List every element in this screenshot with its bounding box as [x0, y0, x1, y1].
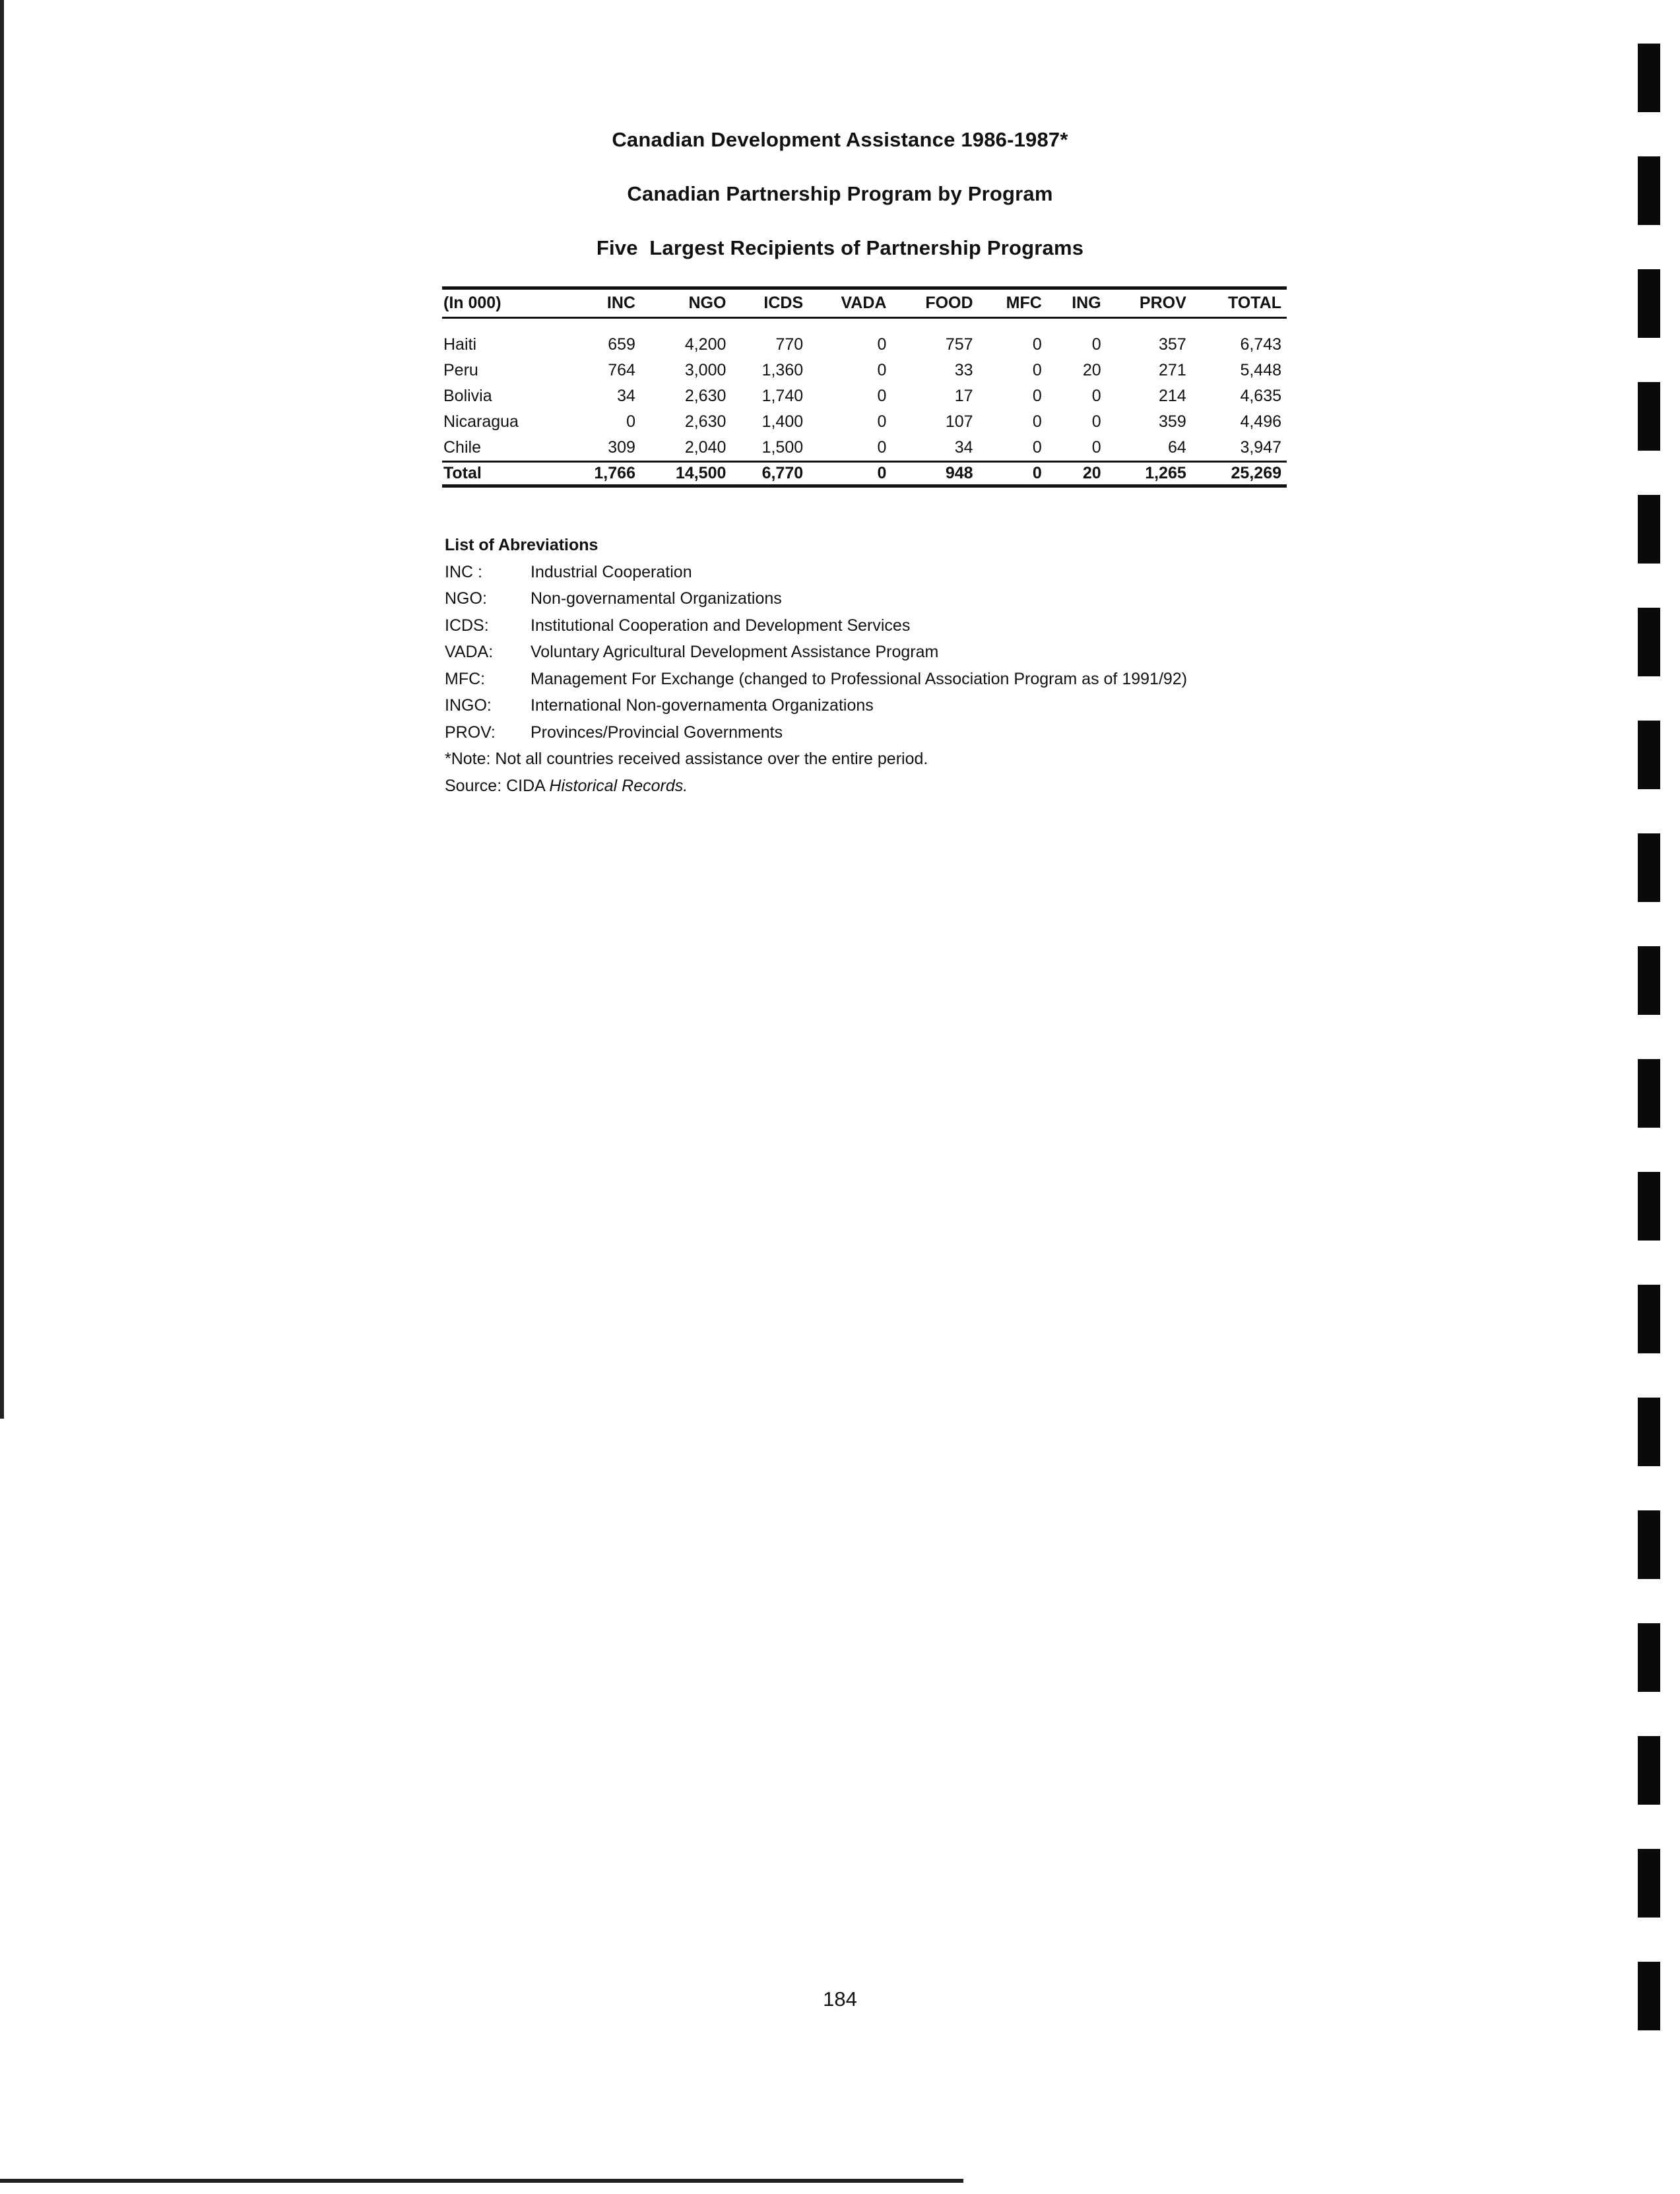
footnote: *Note: Not all countries received assistance over the entire period.: [445, 750, 928, 768]
abbreviation-meaning: Provinces/Provincial Governments: [531, 723, 783, 742]
header-cell: ING: [1047, 288, 1107, 318]
value-cell: 0: [1032, 361, 1042, 379]
value-cell: 2,630: [684, 412, 727, 431]
country-cell: Peru: [443, 361, 478, 379]
header-cell: VADA: [808, 288, 891, 318]
abbreviation-code: PROV:: [445, 723, 496, 742]
value-cell: 0: [1032, 387, 1042, 405]
total-value: 1,265: [1107, 462, 1192, 486]
page-number: 184: [823, 1987, 857, 2011]
value-cell: 0: [1091, 335, 1101, 354]
total-value: 0: [808, 462, 891, 486]
header-cell: MFC: [979, 288, 1047, 318]
value-cell: 0: [877, 438, 887, 457]
value-cell: 17: [954, 387, 973, 405]
abbreviations-list: [445, 532, 1187, 799]
total-value: 20: [1047, 462, 1107, 486]
total-value: 6,770: [731, 462, 808, 486]
abbreviation-row: [445, 692, 1187, 719]
binder-hole-mark: [1638, 1285, 1660, 1353]
binder-hole-mark: [1638, 1849, 1660, 1918]
binder-hole-mark: [1638, 1623, 1660, 1692]
abbreviation-row: [445, 612, 1187, 639]
abbreviations-heading: List of Abreviations: [445, 536, 598, 554]
abbreviation-row: [445, 719, 1187, 746]
abbreviation-items: [445, 559, 1187, 746]
value-cell: 2,630: [684, 387, 727, 405]
page-edge-bottom: [0, 2179, 963, 2183]
value-cell: 359: [1159, 412, 1186, 431]
document-subtitle: Canadian Partnership Program by Program: [627, 182, 1053, 205]
abbreviation-meaning: Non-governamental Organizations: [531, 589, 782, 608]
value-cell: 659: [608, 335, 635, 354]
abbreviation-row: [445, 639, 1187, 666]
value-cell: 0: [1091, 438, 1101, 457]
country-cell: Chile: [443, 438, 481, 457]
value-cell: 34: [617, 387, 635, 405]
recipients-table: [442, 286, 1287, 488]
value-cell: 757: [945, 335, 973, 354]
abbreviation-meaning: Institutional Cooperation and Development Services: [531, 616, 911, 635]
country-cell: Haiti: [443, 335, 477, 354]
value-cell: 0: [1032, 438, 1042, 457]
table-title: Five Largest Recipients of Partnership Programs: [596, 236, 1084, 259]
spacer-row: [442, 318, 1287, 333]
header-cell: PROV: [1107, 288, 1192, 318]
binder-hole-mark: [1638, 1398, 1660, 1466]
binder-hole-mark: [1638, 382, 1660, 451]
value-cell: 0: [1032, 412, 1042, 431]
country-cell: Nicaragua: [443, 412, 519, 431]
value-cell: 1,500: [761, 438, 804, 457]
binder-hole-mark: [1638, 1736, 1660, 1805]
value-cell: 271: [1159, 361, 1186, 379]
value-cell: 4,635: [1240, 387, 1281, 405]
value-cell: 0: [1032, 335, 1042, 354]
binder-hole-mark: [1638, 495, 1660, 564]
value-cell: 1,360: [761, 361, 804, 379]
value-cell: 3,000: [684, 361, 727, 379]
table-header-row: [442, 288, 1287, 318]
total-value: 14,500: [641, 462, 731, 486]
value-cell: 4,200: [684, 335, 727, 354]
abbreviation-meaning: Voluntary Agricultural Development Assistance Program: [531, 643, 939, 661]
country-cell: Bolivia: [443, 387, 492, 405]
value-cell: 64: [1167, 438, 1186, 457]
binder-hole-mark: [1638, 946, 1660, 1015]
value-cell: 1,400: [761, 412, 804, 431]
total-value: 948: [891, 462, 978, 486]
abbreviation-meaning: International Non-governamenta Organizations: [531, 696, 874, 715]
value-cell: 20: [1082, 361, 1101, 379]
value-cell: 0: [877, 387, 887, 405]
abbreviation-code: NGO:: [445, 589, 487, 608]
value-cell: 2,040: [684, 438, 727, 457]
binder-hole-mark: [1638, 1510, 1660, 1579]
value-cell: 5,448: [1240, 361, 1281, 379]
abbreviation-code: ICDS:: [445, 616, 489, 635]
total-value: 1,766: [564, 462, 641, 486]
value-cell: 0: [877, 335, 887, 354]
binder-hole-mark: [1638, 833, 1660, 902]
value-cell: 357: [1159, 335, 1186, 354]
table-row: [442, 409, 1287, 435]
binder-hole-mark: [1638, 608, 1660, 676]
total-row: [442, 462, 1287, 486]
table-row: [442, 383, 1287, 409]
binder-hole-mark: [1638, 1172, 1660, 1241]
value-cell: 764: [608, 361, 635, 379]
binder-hole-mark: [1638, 721, 1660, 789]
total-value: 0: [979, 462, 1047, 486]
header-cell: FOOD: [891, 288, 978, 318]
header-cell: (In 000): [442, 288, 564, 318]
table-row: [442, 358, 1287, 383]
abbreviation-meaning: Industrial Cooperation: [531, 562, 692, 581]
abbreviation-row: [445, 666, 1187, 693]
abbreviation-code: INC :: [445, 562, 482, 581]
header-cell: ICDS: [731, 288, 808, 318]
value-cell: 3,947: [1240, 438, 1281, 457]
value-cell: 309: [608, 438, 635, 457]
header-cell: NGO: [641, 288, 731, 318]
abbreviation-meaning: Management For Exchange (changed to Professional Association Program as of 1991/92): [531, 669, 1188, 688]
value-cell: 770: [775, 335, 804, 354]
source-prefix: Source: CIDA: [445, 776, 550, 795]
binder-hole-mark: [1638, 44, 1660, 112]
value-cell: 6,743: [1240, 335, 1281, 354]
total-label: Total: [442, 462, 564, 486]
source-line: [445, 773, 1187, 800]
value-cell: 214: [1159, 387, 1186, 405]
value-cell: 33: [954, 361, 973, 379]
value-cell: 107: [945, 412, 973, 431]
table-row: [442, 435, 1287, 462]
header-cell: TOTAL: [1192, 288, 1287, 318]
value-cell: 4,496: [1240, 412, 1281, 431]
abbreviation-code: VADA:: [445, 643, 494, 661]
binder-hole-mark: [1638, 269, 1660, 338]
document-title: Canadian Development Assistance 1986-1987*: [612, 128, 1068, 151]
value-cell: 34: [954, 438, 973, 457]
value-cell: 0: [877, 361, 887, 379]
source-title: Historical Records.: [549, 776, 688, 795]
value-cell: 0: [1091, 412, 1101, 431]
header-cell: INC: [564, 288, 641, 318]
abbreviation-row: [445, 559, 1187, 586]
abbreviation-row: [445, 585, 1187, 612]
value-cell: 0: [1091, 387, 1101, 405]
table-row: [442, 332, 1287, 358]
page-edge-left: [0, 0, 4, 1419]
value-cell: 0: [626, 412, 635, 431]
abbreviation-code: INGO:: [445, 696, 492, 715]
total-value: 25,269: [1192, 462, 1287, 486]
binder-hole-mark: [1638, 1059, 1660, 1128]
value-cell: 1,740: [761, 387, 804, 405]
abbreviation-code: MFC:: [445, 669, 486, 688]
value-cell: 0: [877, 412, 887, 431]
